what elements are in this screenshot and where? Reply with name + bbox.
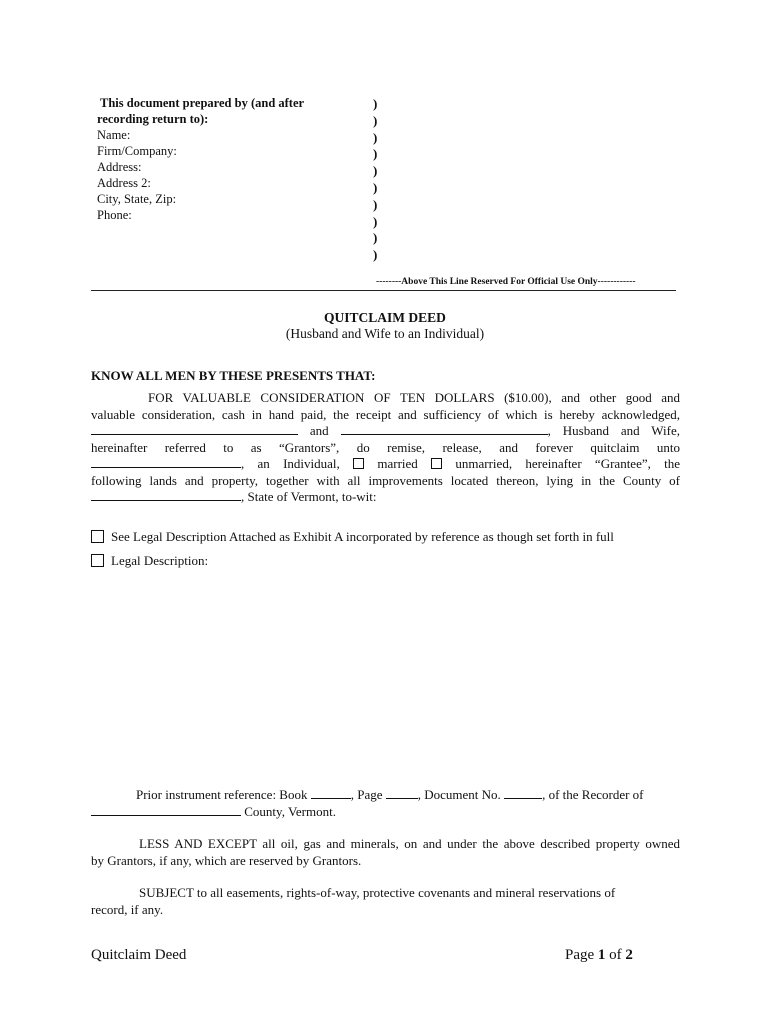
legal-description-checkbox[interactable]	[91, 554, 104, 567]
footer-page-number	[565, 947, 633, 964]
prior-instrument-line	[91, 787, 680, 804]
state-text: , State of Vermont, to-wit:	[241, 489, 377, 504]
page-blank[interactable]	[386, 787, 418, 799]
consideration-line: valuable consideration, cash in hand paid, the receipt and sufficiency of which is hereby acknowledged,	[91, 406, 680, 422]
legal-description-label: Legal Description:	[111, 553, 209, 568]
footer-page-current: 1	[597, 947, 606, 963]
official-use-line: --------Above This Line Reserved For Official Use Only------------	[376, 277, 636, 287]
paren: )	[373, 163, 378, 179]
doc-no-text: , Document No.	[417, 787, 501, 802]
paren: )	[373, 179, 378, 195]
consideration-line	[91, 423, 680, 440]
footer-doc-title: Quitclaim Deed	[91, 947, 187, 963]
prior-instrument-line	[91, 804, 680, 821]
preparer-heading-line1: This document prepared by (and after	[100, 96, 305, 110]
less-except-paragraph	[91, 836, 680, 869]
preparer-field-phone: Phone:	[97, 208, 132, 222]
prior-prefix: Prior instrument reference: Book	[136, 787, 308, 802]
preparer-field-address2: Address 2:	[97, 176, 151, 190]
married-checkbox[interactable]	[353, 458, 364, 469]
footer-page-total: 2	[625, 947, 633, 963]
and-text: and	[309, 423, 329, 438]
consideration-line: hereinafter referred to as “Grantors”, do remise, release, and forever quitclaim unto	[91, 439, 680, 455]
less-except-line: LESS AND EXCEPT all oil, gas and minerals, on and under the above described property owned	[139, 836, 680, 851]
grantee-text: hereinafter “Grantee”, the	[525, 456, 681, 471]
county-blank[interactable]	[91, 489, 241, 501]
footer-page-word: Page	[565, 947, 595, 963]
consideration-line: FOR VALUABLE CONSIDERATION OF TEN DOLLARS ($10.00), and other good and	[148, 390, 680, 405]
preparer-field-firm: Firm/Company:	[97, 144, 177, 158]
page-text: , Page	[350, 787, 383, 802]
preparer-field-city-state-zip: City, State, Zip:	[97, 192, 177, 206]
paren: )	[373, 247, 378, 263]
paren: )	[373, 230, 378, 246]
paren: )	[373, 146, 378, 162]
consideration-line	[91, 489, 680, 506]
document-subtitle: (Husband and Wife to an Individual)	[285, 326, 485, 341]
consideration-line	[91, 456, 680, 473]
know-all-heading: KNOW ALL MEN BY THESE PRESENTS THAT:	[91, 368, 376, 383]
paren: )	[373, 112, 378, 128]
preparer-heading-line2: recording return to):	[97, 112, 209, 126]
book-blank[interactable]	[311, 787, 351, 799]
paren-column	[373, 96, 377, 264]
consideration-line: following lands and property, together with all improvements located thereon, lying in the County of	[91, 472, 680, 488]
grantor1-blank[interactable]	[91, 423, 298, 435]
prior-instrument-paragraph	[91, 787, 680, 820]
exhibit-label: See Legal Description Attached as Exhibit A incorporated by reference as though set forth in full	[111, 529, 614, 544]
footer-of-word: of	[609, 947, 622, 963]
paren: )	[373, 213, 378, 229]
exhibit-option	[91, 529, 614, 545]
married-text: married	[377, 456, 418, 471]
subject-to-line: SUBJECT to all easements, rights-of-way, protective covenants and mineral reservations of	[139, 885, 616, 900]
exhibit-checkbox[interactable]	[91, 530, 104, 543]
recorder-county-blank[interactable]	[91, 804, 241, 816]
county-vermont-text: County, Vermont.	[244, 803, 336, 819]
paren: )	[373, 129, 378, 145]
consideration-paragraph	[91, 390, 680, 506]
preparer-field-name: Name:	[97, 128, 131, 142]
less-except-line: by Grantors, if any, which are reserved by Grantors.	[91, 852, 362, 868]
grantee-blank[interactable]	[91, 456, 241, 468]
husband-wife-text: , Husband and Wife,	[547, 423, 681, 438]
subject-to-paragraph	[91, 885, 680, 918]
document-no-blank[interactable]	[504, 787, 542, 799]
unmarried-checkbox[interactable]	[431, 458, 442, 469]
document-title: QUITCLAIM DEED	[324, 310, 446, 325]
legal-option	[91, 553, 208, 569]
recorder-text: , of the Recorder of	[542, 787, 644, 802]
individual-text: , an Individual,	[241, 456, 340, 471]
divider-rule	[91, 290, 676, 291]
subject-to-line: record, if any.	[91, 901, 164, 917]
preparer-field-address: Address:	[97, 160, 142, 174]
unmarried-text: unmarried,	[455, 456, 513, 471]
grantor2-blank[interactable]	[341, 423, 548, 435]
preparer-block	[97, 95, 367, 223]
paren: )	[373, 196, 378, 212]
paren: )	[373, 96, 378, 111]
